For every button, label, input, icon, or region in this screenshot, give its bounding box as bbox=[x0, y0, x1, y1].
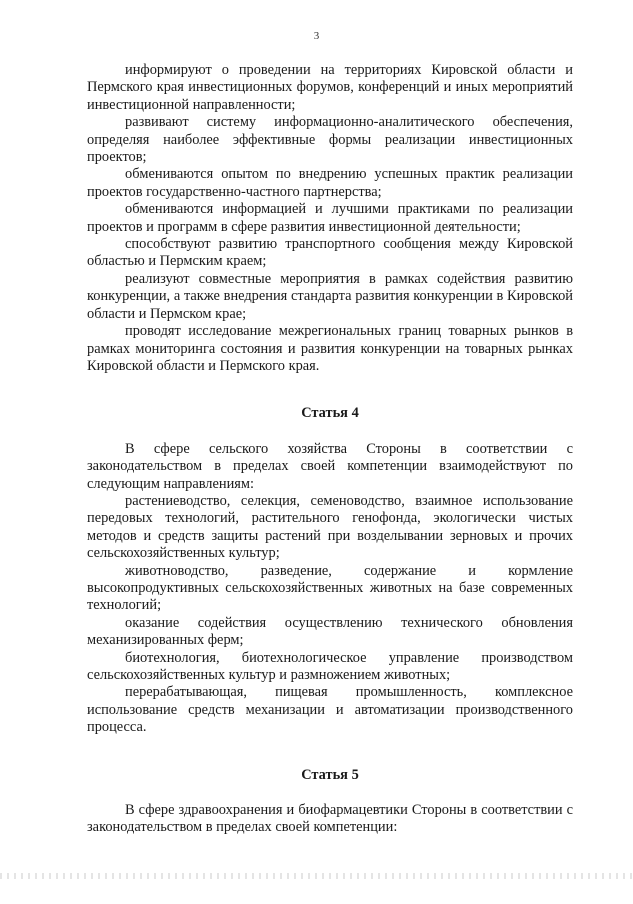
paragraph: растениеводство, селекция, семеноводство, взаимное использование передовых технологий, растительного генофонда, экологически чистых методов и средств защиты растений при возделывании зерновых и прочих сельскохозяйственных культур; bbox=[87, 492, 573, 562]
article-4-heading: Статья 4 bbox=[301, 405, 359, 422]
paragraph: перерабатывающая, пищевая промышленность, комплексное использование средств механизации и автоматизации производственного процесса. bbox=[87, 684, 573, 736]
article-5-heading: Статья 5 bbox=[301, 766, 359, 783]
page-number: 3 bbox=[313, 30, 320, 42]
paragraph: биотехнология, биотехнологическое управление производством сельскохозяйственных культур и размножением животных; bbox=[87, 649, 573, 683]
scan-artifact bbox=[0, 873, 633, 879]
document-body bbox=[87, 62, 573, 837]
paragraph: животноводство, разведение, содержание и кормление высокопродуктивных сельскохозяйственных животных на базе современных технологий; bbox=[87, 562, 573, 614]
spacer bbox=[87, 784, 573, 802]
paragraph: реализуют совместные мероприятия в рамках содействия развитию конкуренции, а также внедрения стандарта развития конкуренции в Кировской области и Пермском крае; bbox=[87, 270, 573, 322]
spacer bbox=[87, 423, 573, 441]
paragraph: информируют о проведении на территориях Кировской области и Пермского края инвестиционных форумов, конференций и иных мероприятий инвестиционной направленности; bbox=[87, 62, 573, 113]
spacer bbox=[87, 737, 573, 767]
spacer bbox=[87, 375, 573, 405]
paragraph: В сфере здравоохранения и биофармацевтики Стороны в соответствии с законодательством в пределах своей компетенции: bbox=[87, 802, 573, 836]
paragraph: развивают систему информационно-аналитического обеспечения, определяя наиболее эффективные формы реализации инвестиционных проектов; bbox=[87, 114, 573, 166]
paragraph: оказание содействия осуществлению технического обновления механизированных ферм; bbox=[87, 614, 573, 649]
paragraph: обмениваются опытом по внедрению успешных практик реализации проектов государственно-частного партнерства; bbox=[87, 166, 573, 200]
paragraph: обмениваются информацией и лучшими практиками по реализации проектов и программ в сфере развития инвестиционной деятельности; bbox=[87, 201, 573, 235]
paragraph: В сфере сельского хозяйства Стороны в соответствии с законодательством в пределах своей компетенции взаимодействуют по следующим направлениям: bbox=[87, 440, 573, 492]
paragraph: способствуют развитию транспортного сообщения между Кировской областью и Пермским краем; bbox=[87, 236, 573, 270]
paragraph: проводят исследование межрегиональных границ товарных рынков в рамках мониторинга состояния и развития конкуренции на товарных рынках Кировской области и Пермского края. bbox=[87, 323, 573, 374]
